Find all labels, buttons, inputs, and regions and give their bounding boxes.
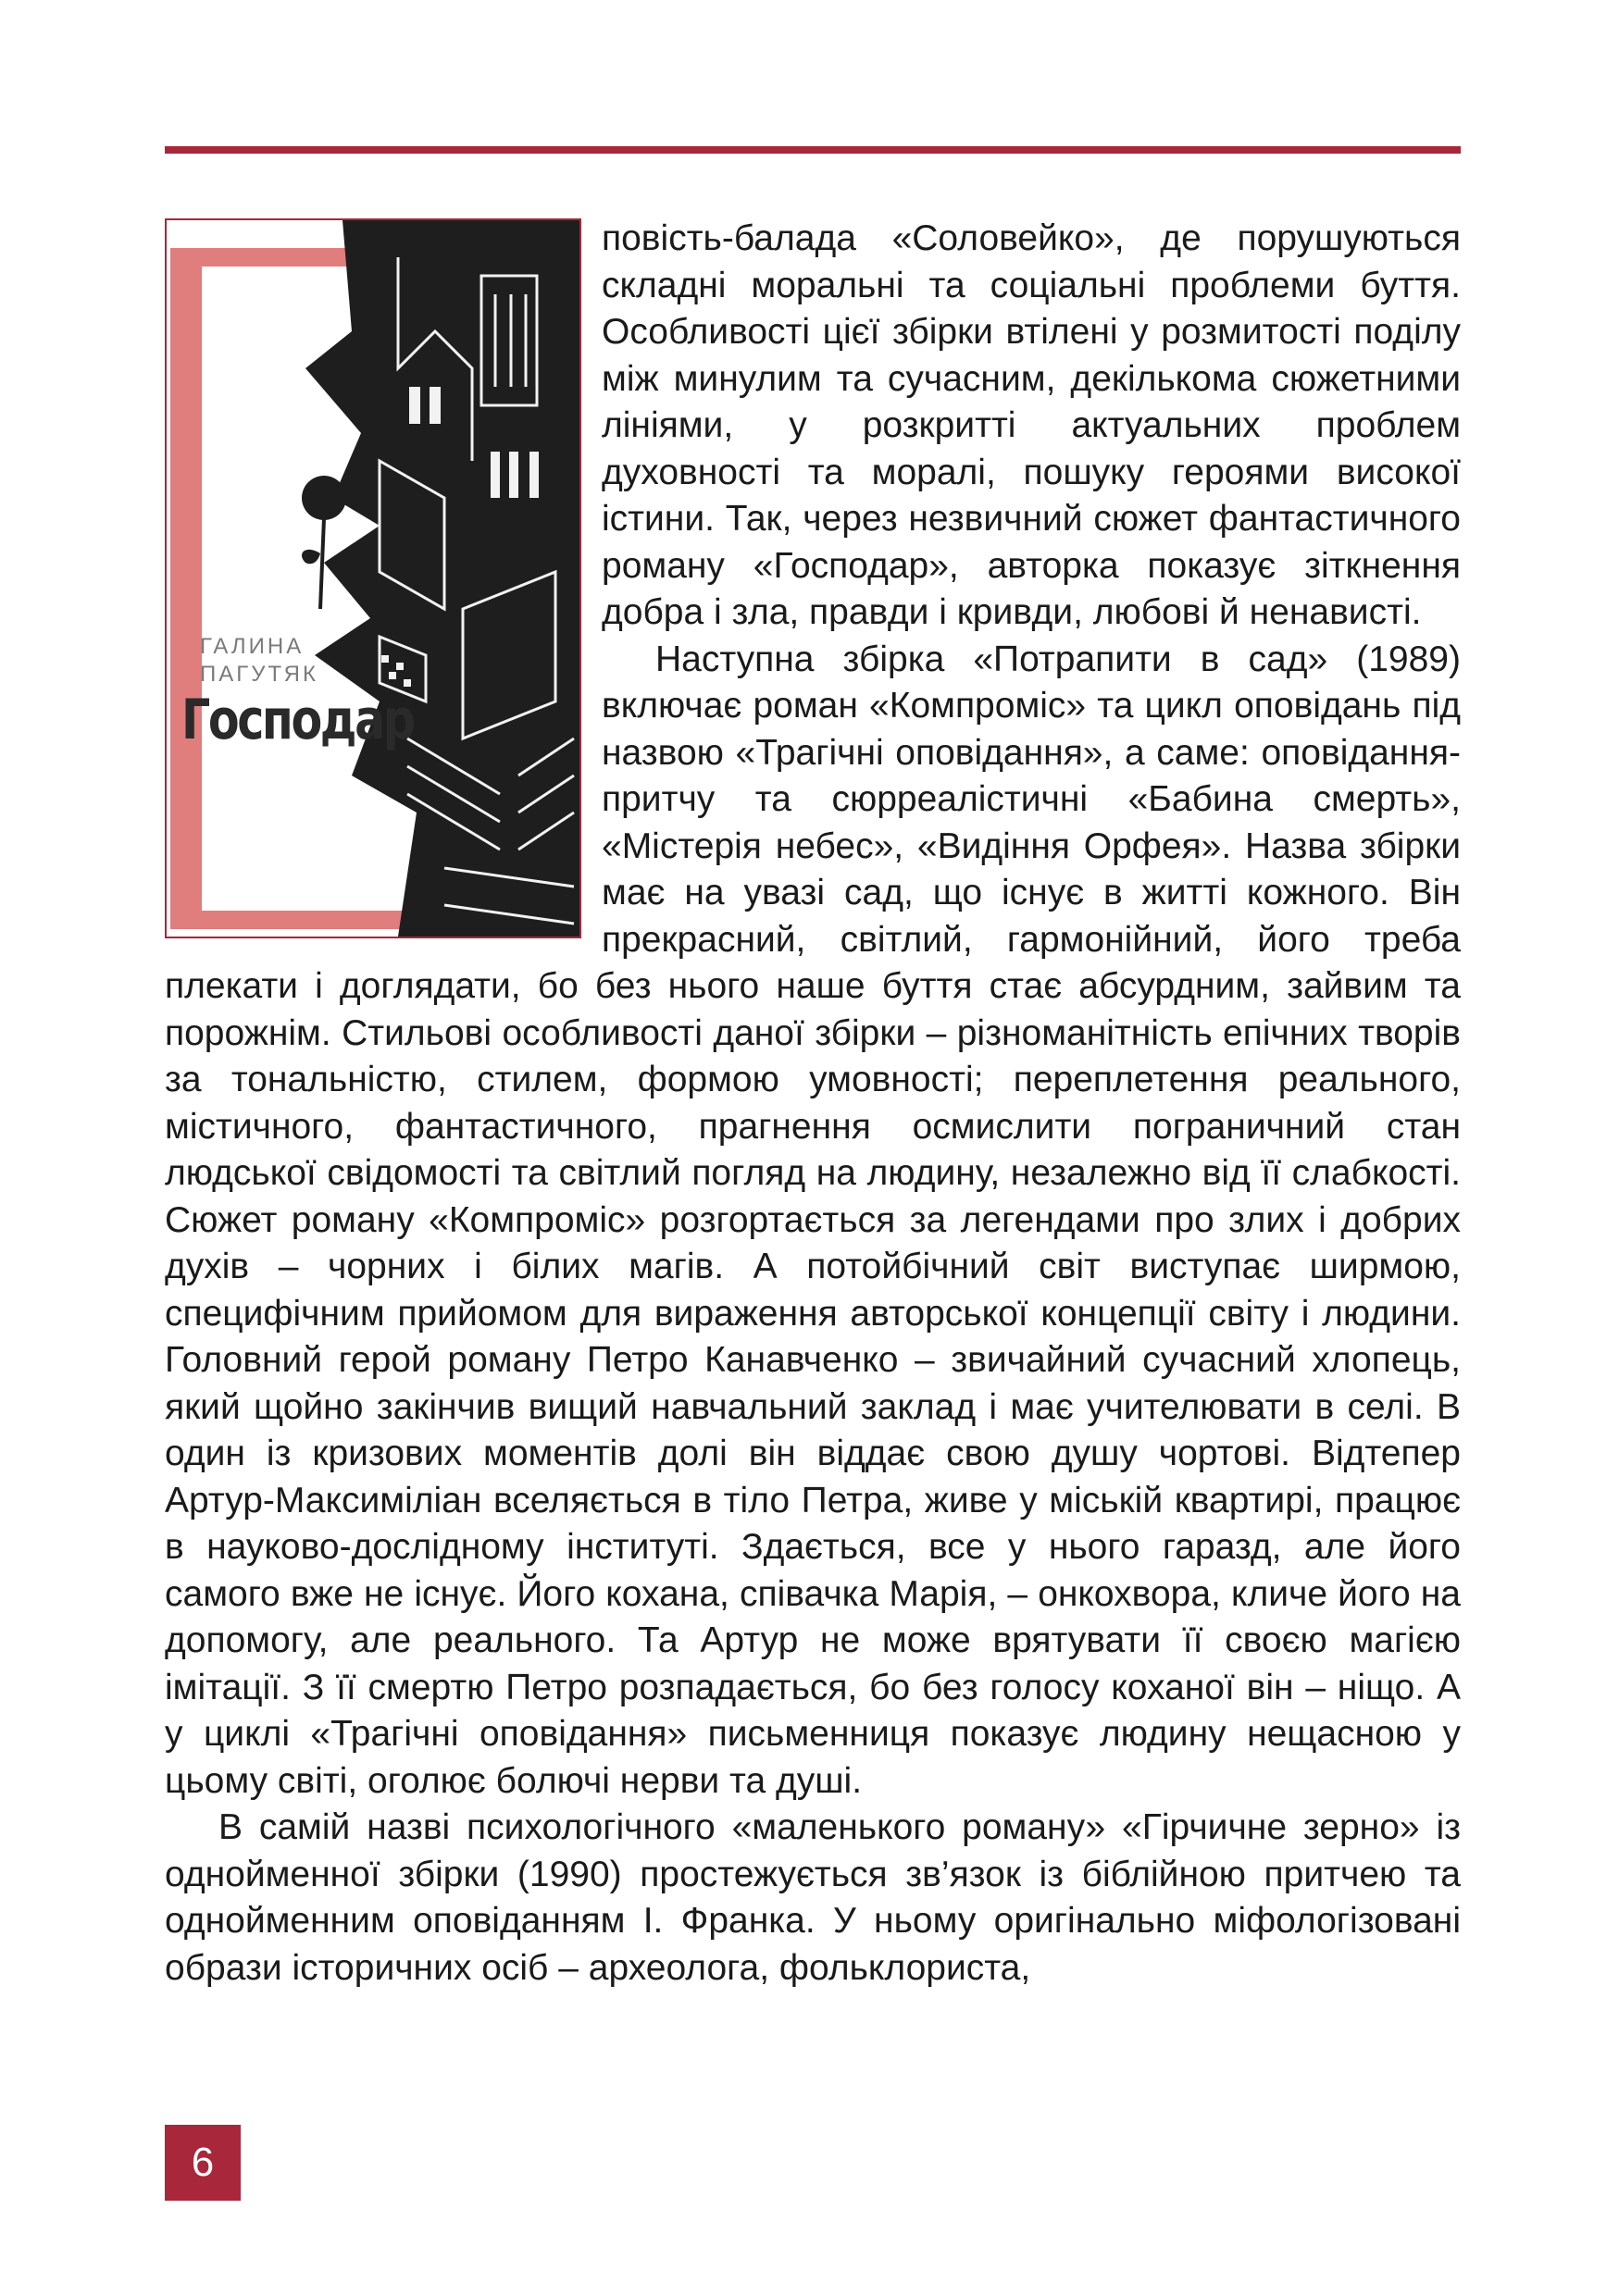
header-rule (165, 146, 1461, 154)
page-number: 6 (165, 2125, 241, 2201)
paragraph-1: повість-балада «Соловейко», де порушуються складні моральні та соціальні проблеми буття. Особливості цієї збірки втілені у розмитості поділу між минулим та сучасним, декількома сюжетними лініями, у розкритті актуальних проблем духовності та моралі, пошуку героями високої істини. Так, через незвичний сюжет фантастичного роману «Господар», авторка показує зіткнення добра і зла, правди і кривди, любові й ненависті. (602, 218, 1461, 632)
cover-author-last: ПАГУТЯК (200, 662, 318, 687)
paragraph-2: Наступна збірка «Потрапити в сад» (1989) включає роман «Компроміс» та цикл оповідань під назвою «Трагічні оповідання», а саме: оповідання-притчу та сюрреалістичні «Бабина смерть», «Містерія небес», «Видіння Орфея». Назва збірки має на увазі сад, що існує в житті кожного. Він прекрасний, світлий, гармонійний, його треба плекати і доглядати, бо без нього наше буття стає абсурдним, зайвим та порожнім. Стильові особливості даної збірки – різноманітність епічних творів за тональністю, стилем, формою умовності; переплетення реального, містичного, фантастичного, прагнення осмислити пограничний стан людської свідомості та світлий погляд на людину, незалежно від її слабкості. Сюжет роману «Компроміс» розгортається за легендами про злих і добрих духів – чорних і білих магів. А потойбічний світ виступає ширмою, специфічним прийомом для вираження авторської концепції світу і людини. Головний герой роману Петро Канавченко – звичайний сучасний хлопець, який щойно закінчив вищий навчальний заклад і має учителювати в селі. В один із кризових моментів долі він віддає свою душу чортові. Відтепер Артур-Максиміліан вселяється в тіло Петра, живе у міській квартирі, працює в науково-дослідному інституті. Здається, все у нього гаразд, але його самого вже не існує. Його кохана, співачка Марія, – онкохвора, кличе його на допомогу, але реального. Та Артур не може врятувати її своєю магією імітації. З її смертю Петро розпадається, бо без голосу коханої він – ніщо. А у циклі «Трагічні оповідання» письменниця показує людину нещасною у цьому світі, оголює болючі нерви та душі. (165, 639, 1461, 1801)
cover-author-first: ГАЛИНА (200, 634, 305, 659)
paragraph-3: В самій назві психологічного «маленького роману» «Гірчичне зерно» із однойменної збірки (1990) простежується зв’язок із біблійною притчею та однойменним оповіданням І. Франка. У ньому оригінально міфологізовані образи історичних осіб – археолога, фольклориста, (165, 1807, 1461, 1988)
article-body (165, 216, 1461, 1992)
cover-float-spacer (165, 216, 602, 937)
cover-title: Господар (181, 688, 414, 752)
